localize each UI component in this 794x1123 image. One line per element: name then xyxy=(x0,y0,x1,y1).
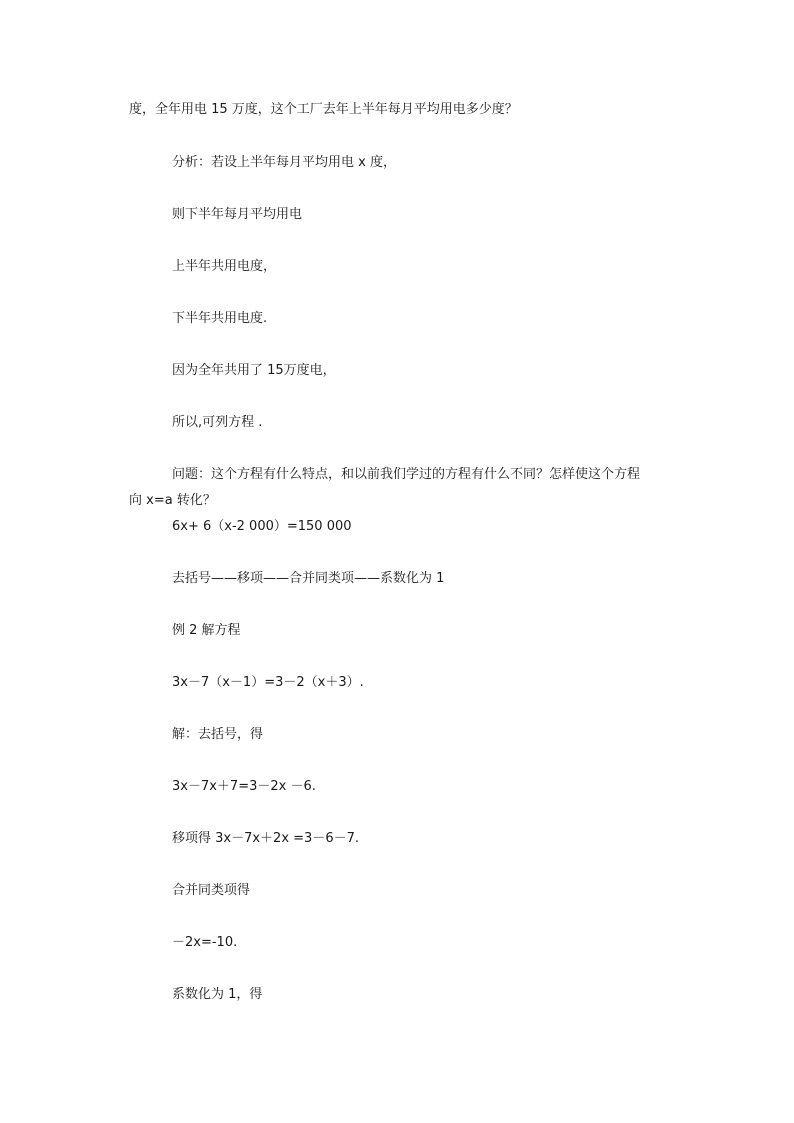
analysis-line: 分析：若设上半年每月平均用电 x 度， xyxy=(172,155,396,170)
combine-terms-line: 合并同类项得 xyxy=(172,883,251,898)
equation-setup-line: 所以,可列方程 . xyxy=(172,415,263,430)
second-half-total-line: 下半年共用电度. xyxy=(172,311,268,326)
expanded-equation: 3x－7x＋7=3－2x －6. xyxy=(172,779,316,794)
first-half-total-line: 上半年共用电度， xyxy=(172,259,277,274)
question-line: 问题：这个方程有什么特点，和以前我们学过的方程有什么不同？怎样使这个方程 xyxy=(172,467,641,482)
transposed-equation: 移项得 3x－7x＋2x =3－6－7. xyxy=(172,831,359,846)
solution-line: 解：去括号，得 xyxy=(172,727,264,742)
equation-line: 6x+ 6（x-2 000）=150 000 xyxy=(172,519,352,534)
example-equation: 3x－7（x－1）=3－2（x＋3）. xyxy=(172,675,364,690)
second-half-line: 则下半年每月平均用电 xyxy=(172,207,303,222)
problem-continuation: 度，全年用电 15 万度，这个工厂去年上半年每月平均用电多少度？ xyxy=(129,102,518,117)
yearly-total-line: 因为全年共用了 15万度电， xyxy=(172,363,336,378)
question-continuation: 向 x=a 转化？ xyxy=(129,493,216,508)
coefficient-line: 系数化为 1，得 xyxy=(172,987,263,1002)
steps-line: 去括号——移项——合并同类项——系数化为 1 xyxy=(172,571,445,586)
combined-equation: －2x=-10. xyxy=(172,935,238,950)
example-heading: 例 2 解方程 xyxy=(172,623,241,638)
